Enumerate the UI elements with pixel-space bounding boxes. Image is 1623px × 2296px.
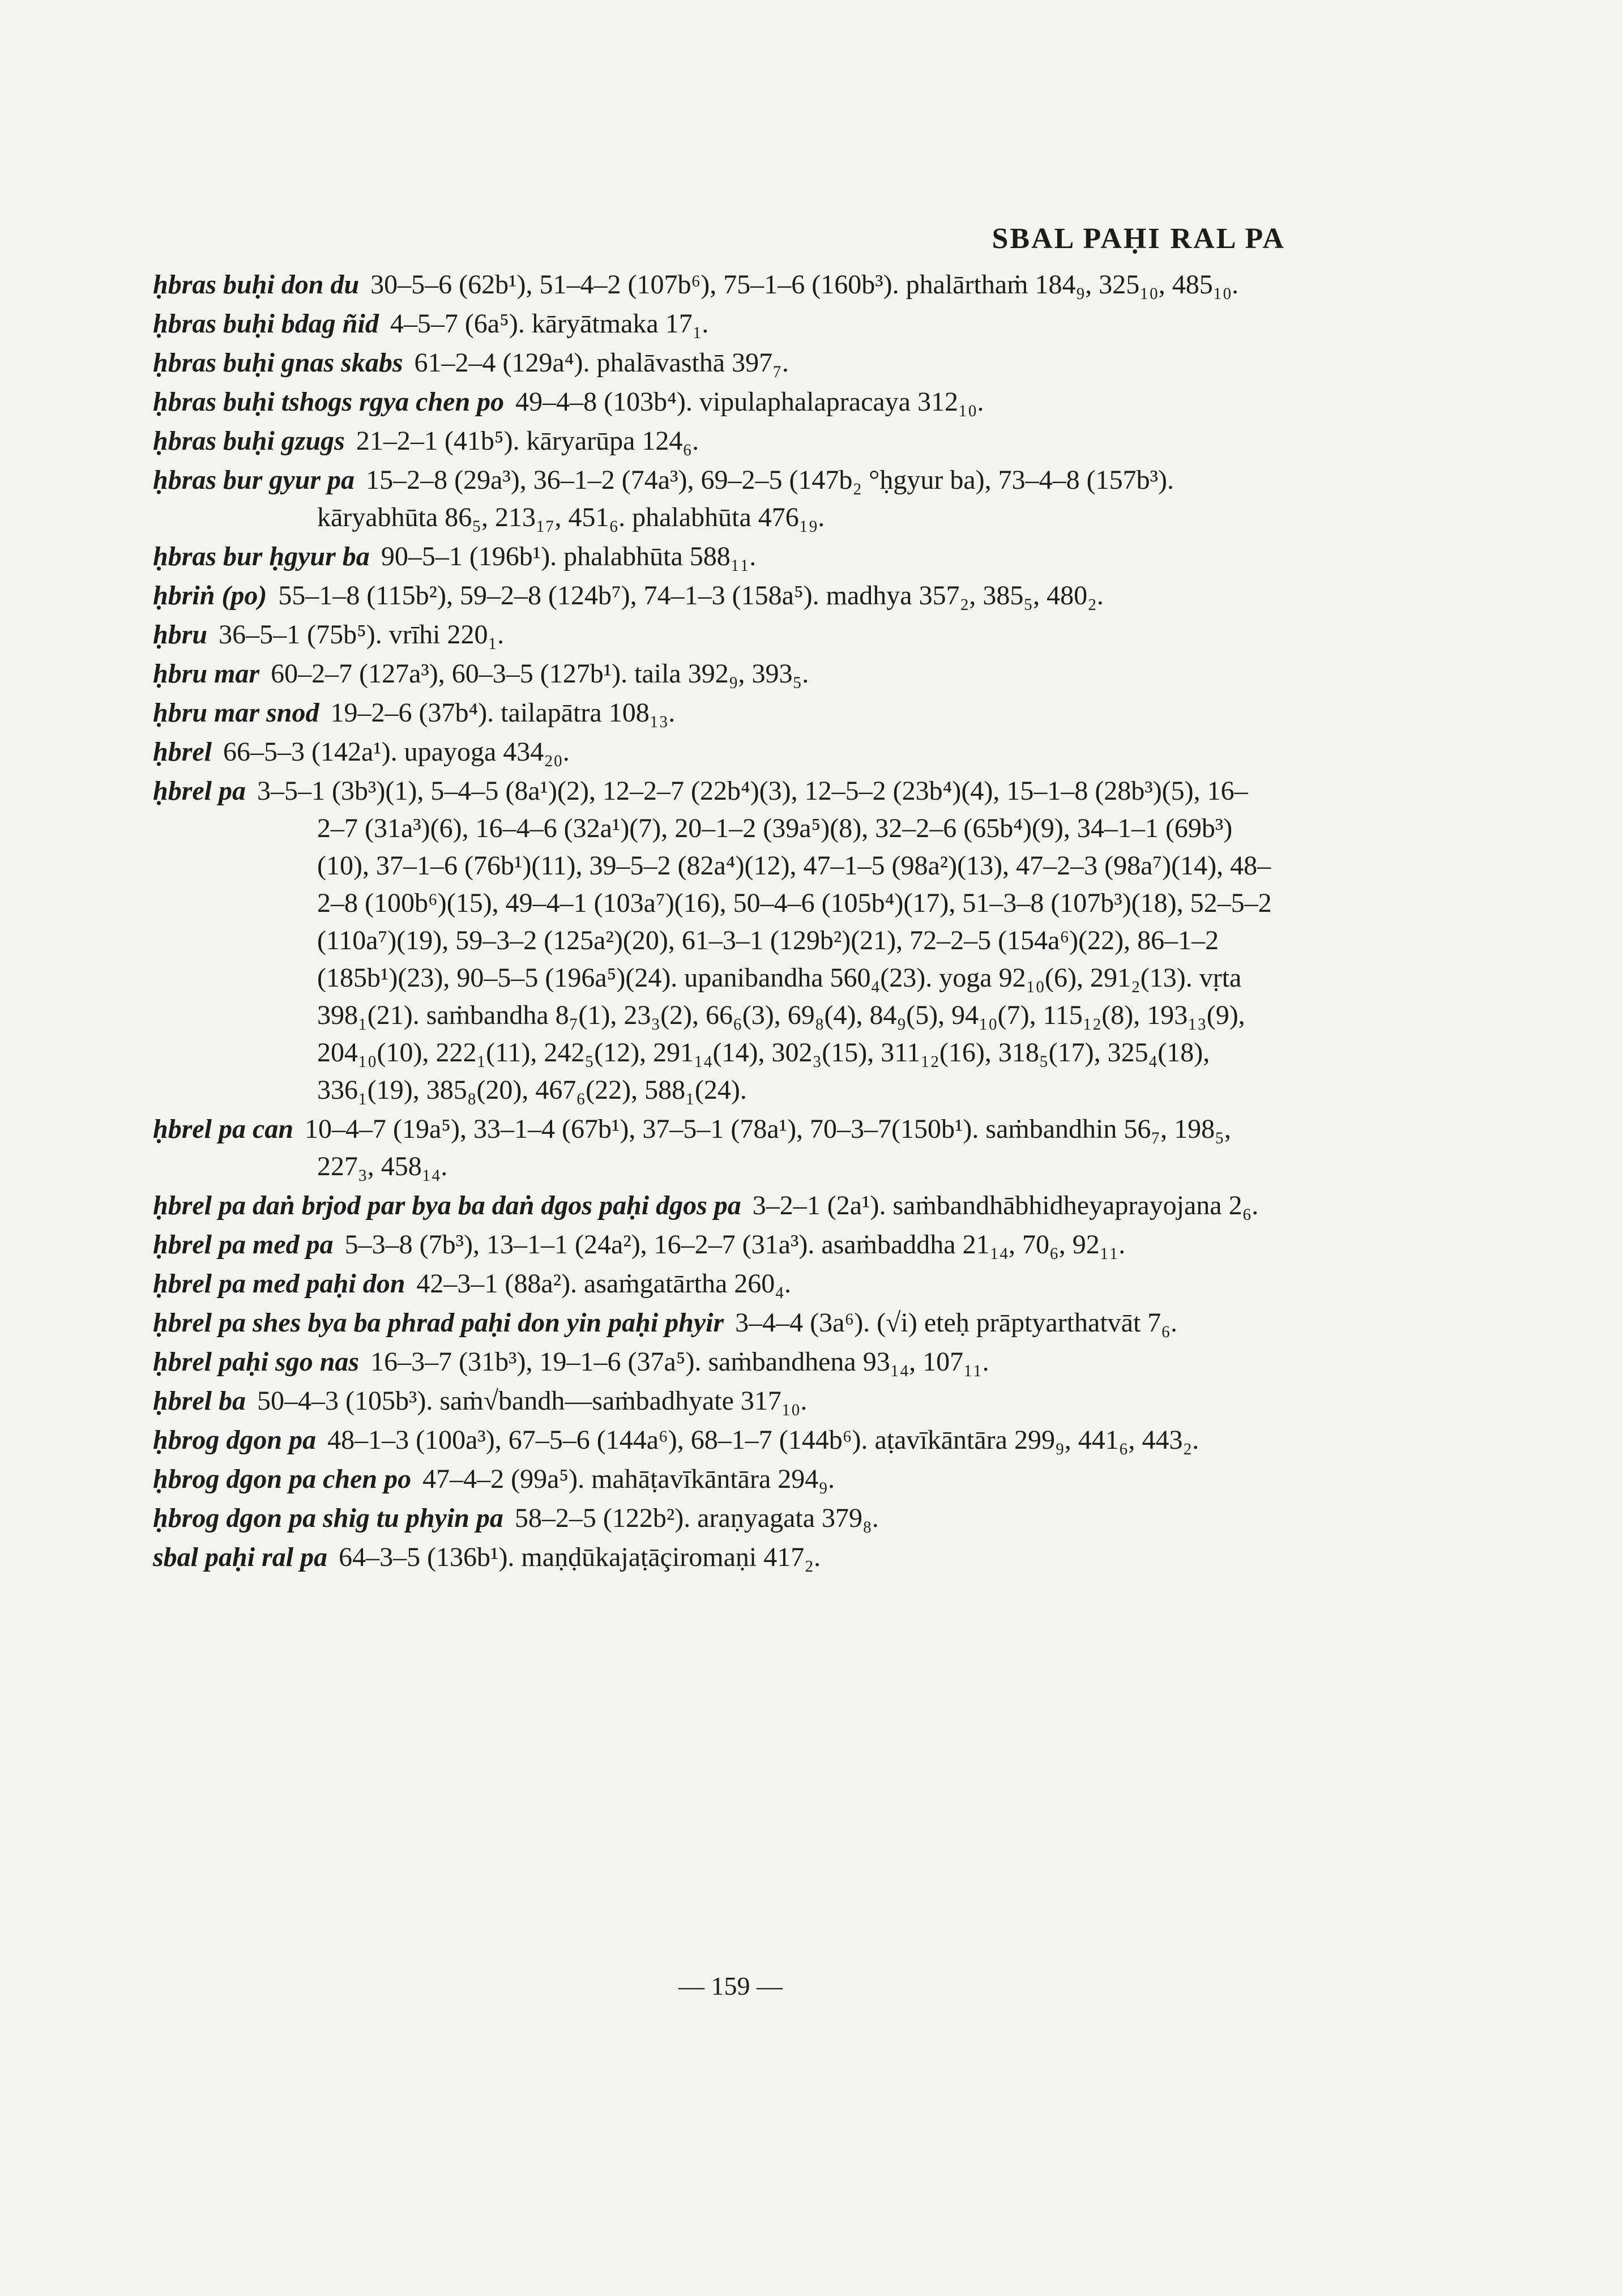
index-entry [153, 344, 1274, 382]
entry-references: 16–3–7 (31b³), 19–1–6 (37a⁵). saṁbandhena 93₁₄, 107₁₁. [370, 1347, 989, 1377]
entry-references: 60–2–7 (127a³), 60–3–5 (127b¹). taila 392₉, 393₅. [271, 659, 809, 689]
headword: ḥbrog dgon pa [153, 1425, 317, 1455]
index-entry [153, 462, 1274, 536]
headword: ḥbru mar snod [153, 698, 319, 728]
entry-references: 47–4–2 (99a⁵). mahāṭavīkāntāra 294₉. [422, 1464, 835, 1494]
entry-references: 90–5–1 (196b¹). phalabhūta 588₁₁. [381, 541, 757, 571]
entry-references: 50–4–3 (105b³). saṁ√bandh—saṁbadhyate 317₁₀. [257, 1386, 808, 1416]
index-entry [153, 694, 1274, 732]
index-entry [153, 1382, 1274, 1420]
index-entry [153, 1265, 1274, 1303]
entry-references: 3–5–1 (3b³)(1), 5–4–5 (8a¹)(2), 12–2–7 (22b⁴)(3), 12–5–2 (23b⁴)(4), 15–1–8 (28b³)(5), 16–2–7 (31a³)(6), 16–4–6 (32a¹)(7), 20–1–2 (39a⁵)(8), 32–2–6 (65b⁴)(9), 34–1–1 (69b³)(10), 37–1–6 (76b¹)(11), 39–5–2 (82a⁴)(12), 47–1–5 (98a²)(13), 47–2–3 (98a⁷)(14), 48–2–8 (100b⁶)(15), 49–4–1 (103a⁷)(16), 50–4–6 (105b⁴)(17), 51–3–8 (107b³)(18), 52–5–2 (110a⁷)(19), 59–3–2 (125a²)(20), 61–3–1 (129b²)(21), 72–2–5 (154a⁶)(22), 86–1–2 (185b¹)(23), 90–5–5 (196a⁵)(24). upanibandha 560₄(23). yoga 92₁₀(6), 291₂(13). vṛta 398₁(21). saṁbandha 8₇(1), 23₃(2), 66₆(3), 69₈(4), 84₉(5), 94₁₀(7), 115₁₂(8), 193₁₃(9), 204₁₀(10), 222₁(11), 242₅(12), 291₁₄(14), 302₃(15), 311₁₂(16), 318₅(17), 325₄(18), 336₁(19), 385₈(20), 467₆(22), 588₁(24). [257, 776, 1272, 1105]
index-entry [153, 305, 1274, 343]
entry-references: 3–2–1 (2a¹). saṁbandhābhidheyaprayojana 2₆. [752, 1190, 1259, 1220]
entry-references: 15–2–8 (29a³), 36–1–2 (74a³), 69–2–5 (147b₂ °ḥgyur ba), 73–4–8 (157b³). kāryabhūta 86₅, 213₁₇, 451₆. phalabhūta 476₁₉. [317, 465, 1174, 532]
entry-references: 49–4–8 (103b⁴). vipulaphalapracaya 312₁₀. [515, 387, 984, 417]
index-entry [153, 733, 1274, 771]
index-entry [153, 1343, 1274, 1381]
entry-references: 30–5–6 (62b¹), 51–4–2 (107b⁶), 75–1–6 (160b³). phalārthaṁ 184₉, 325₁₀, 485₁₀. [370, 270, 1239, 300]
headword: ḥbru mar [153, 659, 260, 689]
index-entry [153, 1111, 1274, 1185]
entry-references: 66–5–3 (142a¹). upayoga 434₂₀. [223, 737, 570, 767]
entry-references: 36–5–1 (75b⁵). vrīhi 220₁. [219, 620, 505, 650]
entry-references: 48–1–3 (100a³), 67–5–6 (144a⁶), 68–1–7 (144b⁶). aṭavīkāntāra 299₉, 441₆, 443₂. [327, 1425, 1199, 1455]
index-entry [153, 773, 1274, 1109]
entry-references: 19–2–6 (37b⁴). tailapātra 108₁₃. [330, 698, 676, 728]
headword: ḥbrel ba [153, 1386, 246, 1416]
headword: ḥbras buḥi gzugs [153, 426, 345, 456]
headword: sbal paḥi ral pa [153, 1542, 328, 1572]
index-entry [153, 1461, 1274, 1498]
index-entry [153, 616, 1274, 654]
index-entry [153, 1304, 1274, 1342]
index-entry [153, 538, 1274, 575]
index-entry [153, 383, 1274, 421]
entry-references: 61–2–4 (129a⁴). phalāvasthā 397₇. [414, 348, 789, 378]
headword: ḥbras buḥi tshogs rgya chen po [153, 387, 505, 417]
index-entry [153, 577, 1274, 614]
headword: ḥbrel [153, 737, 212, 767]
headword: ḥbrel paḥi sgo nas [153, 1347, 360, 1377]
headword: ḥbras bur gyur pa [153, 465, 355, 495]
entry-references: 58–2–5 (122b²). araṇyagata 379₈. [514, 1503, 879, 1533]
headword: ḥbriṅ (po) [153, 581, 267, 611]
headword: ḥbrel pa med paḥi don [153, 1269, 405, 1299]
headword: ḥbrog dgon pa chen po [153, 1464, 412, 1494]
headword: ḥbrel pa med pa [153, 1230, 334, 1260]
headword: ḥbrel pa [153, 776, 246, 806]
index-entry [153, 1539, 1274, 1576]
headword: ḥbras buḥi don du [153, 270, 360, 300]
index-entry [153, 1187, 1274, 1224]
headword: ḥbras buḥi gnas skabs [153, 348, 403, 378]
entry-references: 64–3–5 (136b¹). maṇḍūkajaṭāçiromaṇi 417₂. [339, 1542, 821, 1572]
headword: ḥbrel pa daṅ brjod par bya ba daṅ dgos paḥi dgos pa [153, 1190, 741, 1220]
index-entry [153, 266, 1274, 304]
entry-references: 5–3–8 (7b³), 13–1–1 (24a²), 16–2–7 (31a³). asaṁbaddha 21₁₄, 70₆, 92₁₁. [344, 1230, 1126, 1260]
running-head: SBAL PAḤI RAL PA [992, 223, 1285, 255]
index-entry [153, 423, 1274, 460]
headword: ḥbru [153, 620, 208, 650]
entry-references: 3–4–4 (3a⁶). (√i) eteḥ prāptyarthatvāt 7₆. [735, 1308, 1178, 1338]
index-entry [153, 1422, 1274, 1459]
headword: ḥbrel pa shes bya ba phrad paḥi don yin paḥi phyir [153, 1308, 724, 1338]
entry-references: 55–1–8 (115b²), 59–2–8 (124b⁷), 74–1–3 (158a⁵). madhya 357₂, 385₅, 480₂. [278, 581, 1104, 611]
index-entry [153, 1500, 1274, 1537]
entry-references: 21–2–1 (41b⁵). kāryarūpa 124₆. [356, 426, 699, 456]
index-entry [153, 1226, 1274, 1264]
entry-references: 10–4–7 (19a⁵), 33–1–4 (67b¹), 37–5–1 (78a¹), 70–3–7(150b¹). saṁbandhin 56₇, 198₅, 227₃, 458₁₄. [305, 1114, 1231, 1181]
entry-references: 4–5–7 (6a⁵). kāryātmaka 17₁. [390, 309, 709, 339]
headword: ḥbrog dgon pa shig tu phyin pa [153, 1503, 503, 1533]
headword: ḥbrel pa can [153, 1114, 294, 1144]
index-entry [153, 655, 1274, 693]
headword: ḥbras buḥi bdag ñid [153, 309, 379, 339]
page-number: — 159 — [678, 1971, 783, 2000]
headword: ḥbras bur ḥgyur ba [153, 541, 370, 571]
index-entries [153, 266, 1274, 1576]
entry-references: 42–3–1 (88a²). asaṁgatārtha 260₄. [416, 1269, 791, 1299]
